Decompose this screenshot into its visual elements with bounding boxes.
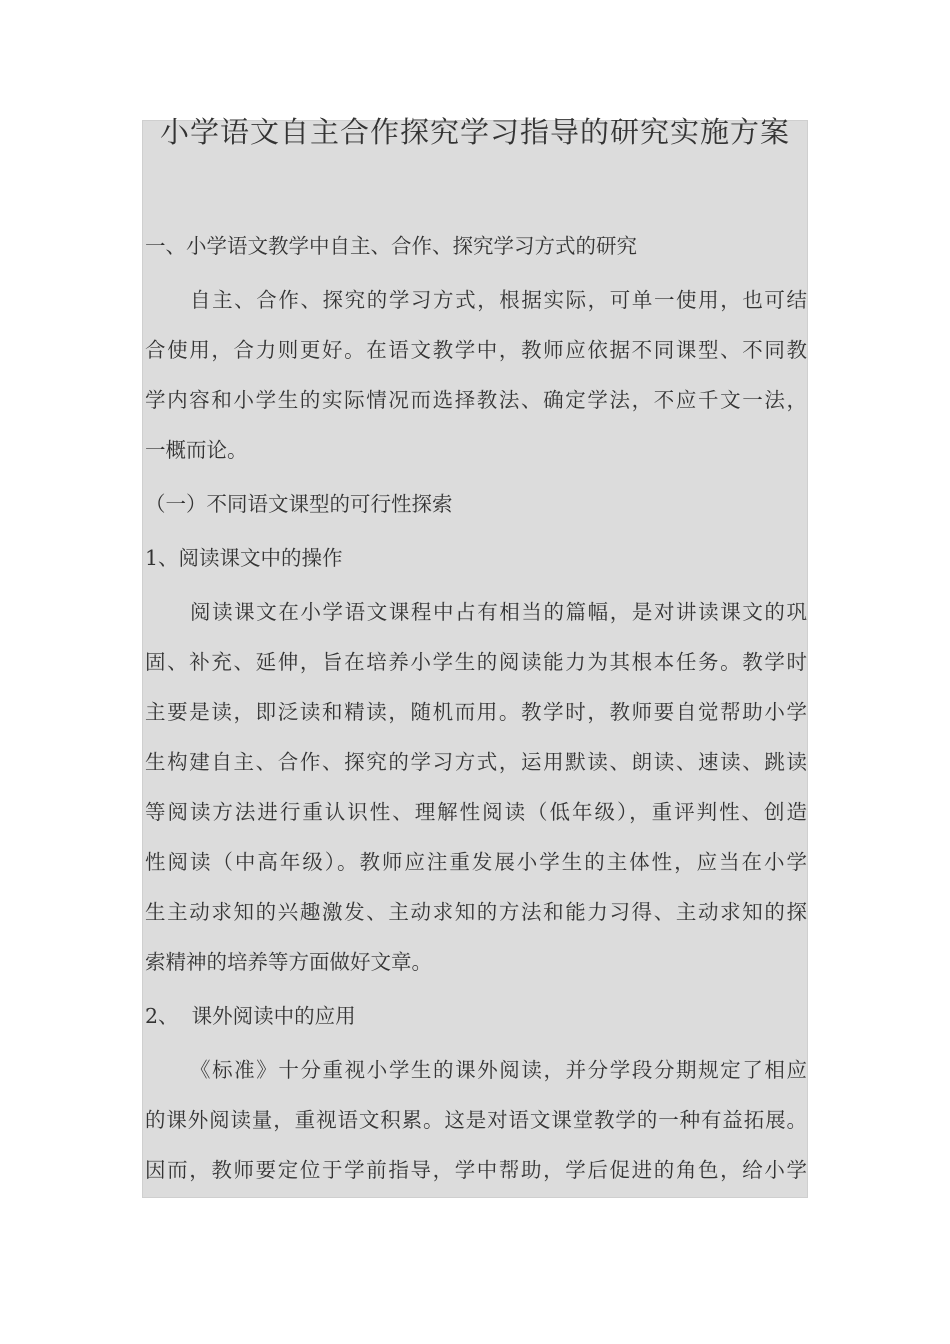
paragraph-1-line-1: 自主、合作、探究的学习方式，根据实际，可单一使用，也可结 [190, 288, 807, 312]
paragraph-3-line-1: 《标准》十分重视小学生的课外阅读，并分学段分期规定了相应 [190, 1058, 807, 1082]
section-heading-1: 一、小学语文教学中自主、合作、探究学习方式的研究 [145, 234, 637, 258]
paragraph-2-line-4: 生构建自主、合作、探究的学习方式，运用默读、朗读、速读、跳读 [145, 750, 807, 774]
subsection-heading-1: （一）不同语文课型的可行性探索 [145, 492, 453, 516]
document-title: 小学语文自主合作探究学习指导的研究实施方案 [159, 115, 790, 149]
paragraph-2-line-5: 等阅读方法进行重认识性、理解性阅读（低年级），重评判性、创造 [145, 800, 807, 824]
paragraph-2-line-2: 固、补充、延伸，旨在培养小学生的阅读能力为其根本任务。教学时 [145, 650, 807, 674]
paragraph-2-line-3: 主要是读，即泛读和精读，随机而用。教学时，教师要自觉帮助小学 [145, 700, 807, 724]
paragraph-3-line-2: 的课外阅读量，重视语文积累。这是对语文课堂教学的一种有益拓展。 [145, 1108, 807, 1132]
item-heading-1: 1、阅读课文中的操作 [145, 546, 343, 570]
paragraph-2-line-8: 索精神的培养等方面做好文章。 [145, 950, 432, 974]
paragraph-2-line-6: 性阅读（中高年级）。教师应注重发展小学生的主体性，应当在小学 [145, 850, 807, 874]
paragraph-1-line-4: 一概而论。 [145, 438, 248, 462]
item-heading-2: 2、 课外阅读中的应用 [145, 1004, 356, 1028]
paragraph-2-line-1: 阅读课文在小学语文课程中占有相当的篇幅，是对讲读课文的巩 [190, 600, 807, 624]
paragraph-3-line-3: 因而，教师要定位于学前指导，学中帮助，学后促进的角色，给小学 [145, 1158, 807, 1182]
paragraph-1-line-3: 学内容和小学生的实际情况而选择教法、确定学法，不应千文一法， [145, 388, 807, 412]
paragraph-1-line-2: 合使用，合力则更好。在语文教学中，教师应依据不同课型、不同教 [145, 338, 807, 362]
paragraph-2-line-7: 生主动求知的兴趣激发、主动求知的方法和能力习得、主动求知的探 [145, 900, 807, 924]
